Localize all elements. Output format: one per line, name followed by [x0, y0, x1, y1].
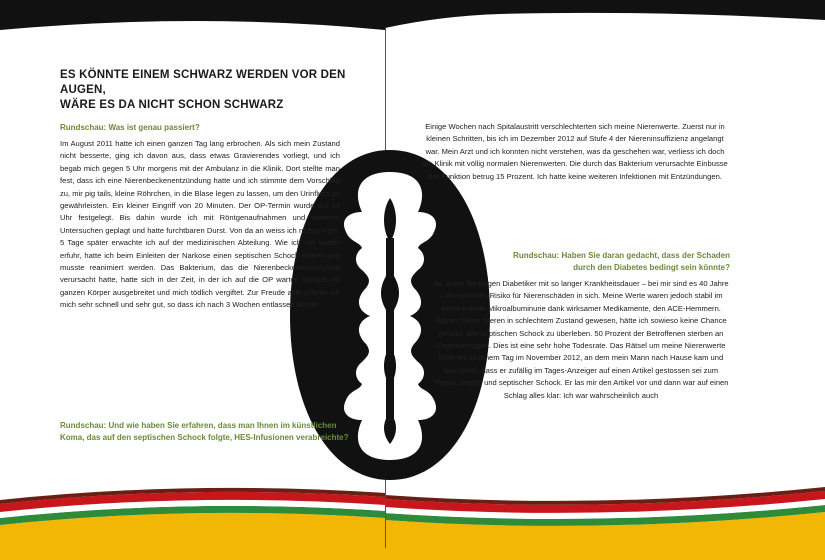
- interview-answer-3: Ja, in der Tat tragen Diabetiker mit so langer Krankheitsdauer – bei mir sind es 40 Jahre – ein erhöhtes Risiko für Nierenschäden in sich. Meine Werte waren jedoch stabil im Bereich einer Mikroalbuminurie dank wirksamer Medikamente, den ACE-Hemmern. Wären meine Nieren in schlechtem Zustand gewesen, hätte ich sowieso keine Chance gehabt, den septischen Schock zu überleben. 50 Prozent der Betroffenen sterben an Organversagen. Dies ist eine sehr hohe Todesrate. Das Rätsel um meine Nierenwerte blieb bis zu jenem Tag im November 2012, an dem mein Mann nach Hause kam und berichtete, dass er zufällig im Tages-Anzeiger auf einen Artikel gestossen sei zum Thema Sepsis und septischer Schock. Er las mir den Artikel vor und dann war auf einen Schlag alles klar: Ich war wahrscheinlich auch: [433, 279, 729, 400]
- top-right-band: [385, 0, 825, 28]
- article-headline: [60, 68, 380, 113]
- headline-line-1: ES KÖNNTE EINEM SCHWARZ WERDEN VOR DEN AUGEN,: [60, 69, 346, 96]
- interview-answer-2: Einige Wochen nach Spitalaustritt verschlechterten sich meine Nierenwerte. Zuerst nur in kleinen Schritten, bis ich im Dezember 2012 auf Stufe 4 der Niereninsuffizienz angelangt war. Mein Arzt und ich konnten nicht verstehen, was da geschehen war, verliess ich doch die Klinik mit völlig normalen Nierenwerten. Die durch das Bakterium verursachte Einbusse der Funktion betrug 15 Prozent. Ich hatte keine weiteren Infektionen mit Entzündungen.: [422, 122, 728, 181]
- top-left-band: [0, 0, 385, 30]
- interview-answer-1: Im August 2011 hatte ich einen ganzen Tag lang erbrochen. Als sich mein Zustand nicht besserte, ging ich davon aus, dass etwas Gravierendes vorliegt, und ich begab mich gegen 5 Uhr morgens mit der Ambulanz in die Klinik. Dort stellte man fest, dass ich eine Nierenbeckenentzündung hatte und ich stimmte dem Vorschlag zu, mir pig tails, kleine Röhrchen, in die Blase legen zu lassen, um den Urinfluss zu gewährleisten. Ein kleiner Eingriff von 20 Minuten. Der OP-Termin wurde auf 14 Uhr festgelegt. Bis dahin wurde ich mit Röntgenaufnahmen und weiteren Untersuchen geplagt und hatte furchtbaren Durst. Von da an weiss ich nichts mehr. 5 Tage später erwachte ich auf der medizinischen Abteilung. Wie ich viel später erfuhr, hatte ich beim Einleiten der Narkose einen septischen Schock erlitten und musste reanimiert werden. Das Bakterium, das die Nierenbeckenentzündung verursacht hatte, hatte sich in der Zeit, in der ich auf die OP warten musste, im ganzen Körper ausgebreitet und mich tödlich vergiftet. Zur Freude aller erholte ich mich sehr schnell und sehr gut, so dass ich nach 3 Wochen entlassen wurde.: [60, 139, 340, 310]
- headline-line-2: WÄRE ES DA NICHT SCHON SCHWARZ: [60, 99, 284, 111]
- bottom-right-stripes: [385, 487, 825, 560]
- bottom-left-stripes: [0, 488, 385, 560]
- interview-question-1: Rundschau: Was ist genau passiert?: [60, 123, 200, 132]
- interview-question-2: Rundschau: Und wie haben Sie erfahren, dass man Ihnen im künstlichen Koma, das auf den septischen Schock folgte, HES-Infusionen verabreichte?: [60, 421, 349, 442]
- interview-question-3: Rundschau: Haben Sie daran gedacht, dass der Schaden durch den Diabetes bedingt sein könnte?: [513, 251, 730, 272]
